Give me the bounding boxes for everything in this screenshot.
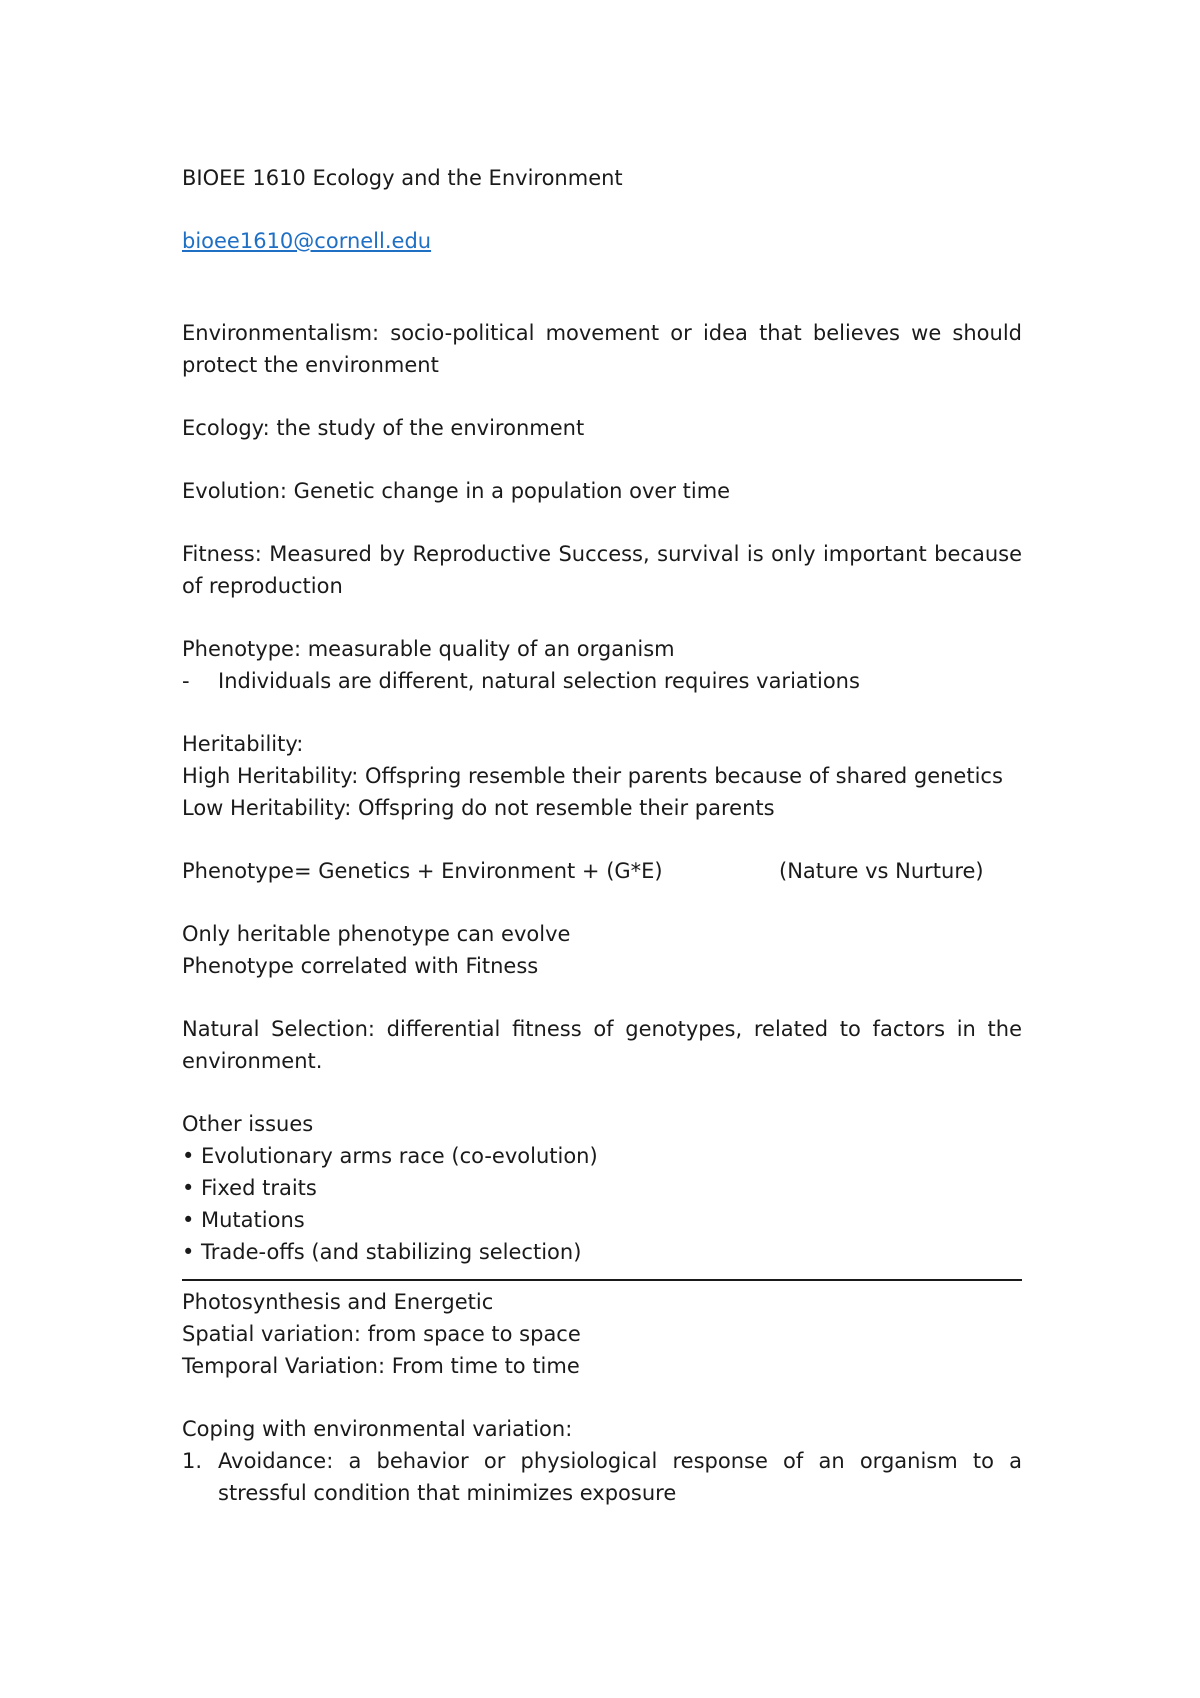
bullet-marker: • bbox=[182, 1240, 195, 1264]
spatial-variation: Spatial variation: from space to space bbox=[182, 1322, 581, 1346]
heritability-heading: Heritability: bbox=[182, 732, 304, 756]
evolve-line-1: Only heritable phenotype can evolve bbox=[182, 922, 571, 946]
environmentalism-definition: Environmentalism: socio-political movement or idea that believes we should protect the environment bbox=[182, 321, 1022, 377]
temporal-variation: Temporal Variation: From time to time bbox=[182, 1354, 580, 1378]
email-link[interactable]: bioee1610@cornell.edu bbox=[182, 229, 432, 253]
bullet-marker: • bbox=[182, 1208, 195, 1232]
list-item bbox=[182, 1204, 1022, 1236]
document-page bbox=[182, 162, 1022, 1509]
number-marker: 1. bbox=[182, 1449, 203, 1473]
fitness-definition: Fitness: Measured by Reproductive Success, survival is only important because of reproduction bbox=[182, 542, 1022, 598]
evolve-line-2: Phenotype correlated with Fitness bbox=[182, 954, 539, 978]
list-item bbox=[182, 1172, 1022, 1204]
list-item-text: Trade-offs (and stabilizing selection) bbox=[201, 1240, 582, 1264]
ecology-definition: Ecology: the study of the environment bbox=[182, 416, 585, 440]
list-item bbox=[182, 1140, 1022, 1172]
list-item-text: Mutations bbox=[201, 1208, 305, 1232]
high-heritability: High Heritability: Offspring resemble their parents because of shared genetics bbox=[182, 764, 1003, 788]
phenotype-dash-item bbox=[182, 665, 1022, 697]
dash-marker: - bbox=[182, 669, 190, 693]
list-item-text: Evolutionary arms race (co-evolution) bbox=[201, 1144, 598, 1168]
formula-note: (Nature vs Nurture) bbox=[779, 859, 984, 883]
evolution-definition: Evolution: Genetic change in a population over time bbox=[182, 479, 731, 503]
low-heritability: Low Heritability: Offspring do not resemble their parents bbox=[182, 796, 775, 820]
phenotype-definition: Phenotype: measurable quality of an organism bbox=[182, 637, 675, 661]
list-item-text: Fixed traits bbox=[201, 1176, 317, 1200]
photosynthesis-heading: Photosynthesis and Energetic bbox=[182, 1290, 494, 1314]
phenotype-formula bbox=[182, 855, 1022, 887]
numbered-item bbox=[182, 1445, 1022, 1509]
list-item bbox=[182, 1236, 1022, 1268]
numbered-item-text: Avoidance: a behavior or physiological response of an organism to a stressful condition that minimizes exposure bbox=[218, 1449, 1022, 1505]
natural-selection-definition: Natural Selection: differential fitness of genotypes, related to factors in the environment. bbox=[182, 1017, 1022, 1073]
section-divider bbox=[182, 1279, 1022, 1281]
document-title: BIOEE 1610 Ecology and the Environment bbox=[182, 166, 623, 190]
formula-equation: Phenotype= Genetics + Environment + (G*E) bbox=[182, 859, 663, 883]
other-issues-heading: Other issues bbox=[182, 1112, 314, 1136]
coping-heading: Coping with environmental variation: bbox=[182, 1417, 573, 1441]
bullet-marker: • bbox=[182, 1144, 195, 1168]
bullet-marker: • bbox=[182, 1176, 195, 1200]
dash-item-text: Individuals are different, natural selection requires variations bbox=[218, 669, 860, 693]
